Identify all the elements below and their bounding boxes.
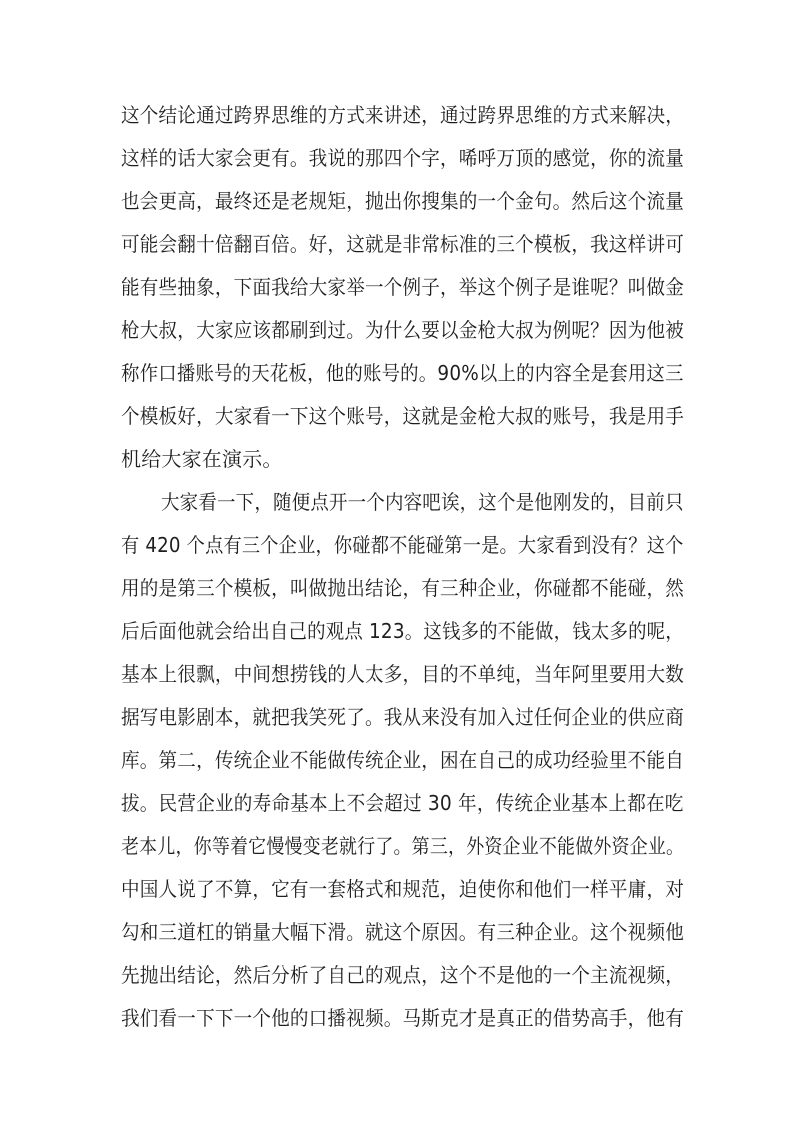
paragraph-2-line-4: 后后面他就会给出自己的观点 123。这钱多的不能做，钱太多的呢， bbox=[121, 619, 684, 643]
paragraph-1-line-2: 这样的话大家会更有。我说的那四个字，唏呼万顶的感觉，你的流量 bbox=[121, 146, 684, 170]
paragraph-2-line-6: 据写电影剧本，就把我笑死了。我从来没有加入过任何企业的供应商 bbox=[121, 705, 684, 729]
paragraph-2-line-10: 中国人说了不算，它有一套格式和规范，迫使你和他们一样平庸，对 bbox=[121, 877, 684, 901]
paragraph-1-line-4: 可能会翻十倍翻百倍。好，这就是非常标准的三个模板，我这样讲可 bbox=[121, 232, 684, 256]
paragraph-2-line-2: 有 420 个点有三个企业，你碰都不能碰第一是。大家看到没有？这个 bbox=[121, 533, 684, 557]
paragraph-2-line-9: 老本儿，你等着它慢慢变老就行了。第三，外资企业不能做外资企业。 bbox=[121, 834, 685, 858]
paragraph-2-line-7: 库。第二，传统企业不能做传统企业，困在自己的成功经验里不能自 bbox=[121, 748, 684, 772]
paragraph-2-line-13: 我们看一下下一个他的口播视频。马斯克才是真正的借势高手，他有 bbox=[121, 1006, 684, 1030]
paragraph-2-line-11: 勾和三道杠的销量大幅下滑。就这个原因。有三种企业。这个视频他 bbox=[121, 920, 684, 944]
paragraph-2-line-5: 基本上很飘，中间想捞钱的人太多，目的不单纯，当年阿里要用大数 bbox=[121, 662, 684, 686]
paragraph-1-line-9: 机给大家在演示。 bbox=[121, 447, 283, 471]
paragraph-2-line-1: 大家看一下，随便点开一个内容吧诶，这个是他刚发的，目前只 bbox=[161, 490, 684, 514]
paragraph-1-line-8: 个模板好，大家看一下这个账号，这就是金枪大叔的账号，我是用手 bbox=[121, 404, 684, 428]
paragraph-2-line-12: 先抛出结论，然后分析了自己的观点，这个不是他的一个主流视频， bbox=[121, 963, 684, 987]
paragraph-1-line-6: 枪大叔，大家应该都刷到过。为什么要以金枪大叔为例呢？因为他被 bbox=[121, 318, 684, 342]
paragraph-1-line-5: 能有些抽象，下面我给大家举一个例子，举这个例子是谁呢？叫做金 bbox=[121, 275, 684, 299]
paragraph-1-line-3: 也会更高，最终还是老规矩，抛出你搜集的一个金句。然后这个流量 bbox=[121, 189, 684, 213]
paragraph-2-line-3: 用的是第三个模板，叫做抛出结论，有三种企业，你碰都不能碰，然 bbox=[121, 576, 684, 600]
paragraph-1-line-7: 称作口播账号的天花板，他的账号的。90%以上的内容全是套用这三 bbox=[121, 361, 684, 385]
paragraph-1-line-1: 这个结论通过跨界思维的方式来讲述，通过跨界思维的方式来解决， bbox=[121, 103, 684, 127]
paragraph-2-line-8: 拔。民营企业的寿命基本上不会超过 30 年，传统企业基本上都在吃 bbox=[121, 791, 684, 815]
